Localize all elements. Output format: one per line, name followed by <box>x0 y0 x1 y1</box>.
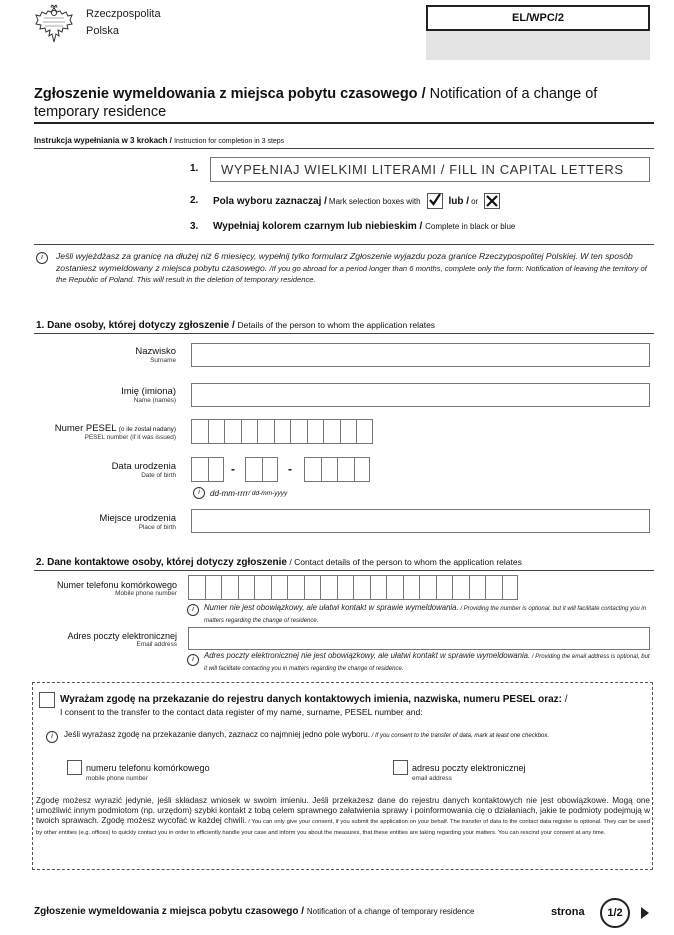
instructions-rule <box>34 148 654 149</box>
step1-number: 1. <box>190 163 199 174</box>
phone-label-en: Mobile phone number <box>115 590 177 597</box>
info-icon: i <box>193 487 205 499</box>
page-title-en: Notification of a change of temporary residence <box>34 86 598 120</box>
consent-phone-en: mobile phone number <box>86 775 148 782</box>
title-rule <box>34 122 654 124</box>
surname-input[interactable] <box>191 343 650 367</box>
step2-line <box>213 193 500 209</box>
step1-text: WYPEŁNIAJ WIELKIMI LITERAMI / FILL IN CAPITAL LETTERS <box>221 162 624 177</box>
dob-format-en: / dd-mm-yyyy <box>248 489 288 497</box>
consent-info-pl: Jeśli wyrażasz zgodę na przekazanie danych, zaznacz co najmniej jedno pole wyboru. <box>64 730 370 739</box>
phone-input[interactable] <box>188 575 518 600</box>
step2-en: Mark selection boxes with <box>328 196 421 206</box>
dob-label <box>6 461 176 479</box>
email-note-pl: Adres poczty elektronicznej nie jest obowiązkowy, ale ułatwi kontakt w sprawie wymeldowania. <box>204 651 531 660</box>
instructions-heading-en: Instruction for completion in 3 steps <box>174 138 285 145</box>
surname-label-pl: Nazwisko <box>135 346 176 357</box>
dob-month-input[interactable] <box>245 457 278 482</box>
section1-title <box>36 320 435 331</box>
form-code: EL/WPC/2 <box>512 12 564 24</box>
consent-phone-pl: numeru telefonu komórkowego <box>86 763 210 773</box>
section2-rule <box>34 570 654 571</box>
phone-note-en: / Providing the number is optional, but it will facilitate contacting you in matters regarding the change of residence. <box>204 606 647 624</box>
consent-body-en: / You can only give your consent, if you submit the application on your behalf. The transfer of data to the contact data register is optional. They can be used by other entities (e.g. offices) to quickly contact you in order to efficiently handle your case and inform you about the measures, that these entities are taking regarding your matters. You can rescind your consent at any time. <box>36 819 650 836</box>
consent-email-en: email address <box>412 775 452 782</box>
consent-info <box>64 730 644 742</box>
eagle-emblem <box>34 4 74 46</box>
checkmark-icon <box>427 193 443 209</box>
footer-title-en: Notification of a change of temporary residence <box>306 907 475 916</box>
info-icon: i <box>187 604 199 616</box>
names-input[interactable] <box>191 383 650 407</box>
phone-note <box>204 603 650 626</box>
consent-email-checkbox[interactable] <box>393 760 408 775</box>
instructions-heading-pl: Instrukcja wypełniania w 3 krokach / <box>34 136 175 145</box>
consent-checkbox[interactable] <box>39 692 55 708</box>
consent-title-pl: Wyrażam zgodę na przekazanie do rejestru danych kontaktowych imienia, nazwiska, numeru PESEL oraz: <box>60 694 563 705</box>
consent-title-pl-line <box>60 693 640 706</box>
pob-label-en: Place of birth <box>138 524 176 531</box>
step1-example-box <box>210 157 650 182</box>
section1-title-en: Details of the person to whom the application relates <box>237 320 436 330</box>
dob-dash-1: - <box>231 462 235 476</box>
dob-day-input[interactable] <box>191 457 224 482</box>
dob-label-pl: Data urodzenia <box>111 461 176 472</box>
cross-mark-icon <box>484 193 500 209</box>
consent-phone-option <box>86 763 210 782</box>
section1-rule <box>34 333 654 334</box>
step2-number: 2. <box>190 195 199 206</box>
names-label-en: Name (names) <box>133 397 176 404</box>
email-note-en: / Providing the email address is optional, but it will facilitate contacting you in matters regarding the change of residence. <box>204 654 650 672</box>
pesel-label-en: PESEL number (if it was issued) <box>84 434 176 441</box>
footer-title-pl: Zgłoszenie wymeldowania z miejsca pobytu czasowego / <box>34 906 307 917</box>
section2-title-pl: 2. Dane kontaktowe osoby, której dotyczy zgłoszenie <box>36 557 287 568</box>
step3-number: 3. <box>190 221 199 232</box>
consent-info-en: / If you consent to the transfer of data, mark at least one checkbox. <box>369 733 550 739</box>
phone-label <box>6 580 177 597</box>
section2-title-en: / Contact details of the person to whom the application relates <box>287 557 522 567</box>
consent-title <box>60 693 640 719</box>
section1-title-pl: 1. Dane osoby, której dotyczy zgłoszenie / <box>36 320 238 331</box>
consent-title-en: I consent to the transfer to the contact data register of my name, surname, PESEL number and: <box>60 707 423 717</box>
consent-body-pl: Zgodę możesz wyrazić jedynie, jeśli składasz wniosek w swoim imieniu. Jeśli przekażesz dane do rejestru danych kontaktowych nie jest obowiązkowe. Mogą one umożliwić innym podmiotom (np. urzędom) szybki kontakt z tobą celem sprawnego załatwienia sprawy i poinformowania cię o działaniach, jakie te podmioty podejmują w twoich sprawach. Zgodę możesz wycofać w każdej chwili. <box>36 796 650 826</box>
pesel-label-pl-note: (o ile został nadany) <box>118 426 176 433</box>
country-name <box>86 6 161 40</box>
info-icon: i <box>46 731 58 743</box>
step3-en: Complete in black or blue <box>425 222 516 231</box>
email-label <box>6 631 177 648</box>
dob-label-en: Date of birth <box>141 472 176 479</box>
page-title-pl: Zgłoszenie wymeldowania z miejsca pobytu czasowego / <box>34 86 430 102</box>
page-number: 1/2 <box>607 907 623 919</box>
step3-line <box>213 221 515 232</box>
country-line2: Polska <box>86 25 120 37</box>
footer-title <box>34 906 534 918</box>
step2-or-pl: lub / <box>448 195 470 207</box>
phone-note-pl: Numer nie jest obowiązkowy, ale ułatwi kontakt w sprawie wymeldowania. <box>204 603 459 612</box>
step2-pl: Pola wyboru zaznaczaj / <box>213 195 327 207</box>
next-page-arrow-icon[interactable] <box>641 907 649 919</box>
page-number-badge <box>600 898 630 928</box>
pob-label-pl: Miejsce urodzenia <box>99 513 176 524</box>
dob-format-pl: dd-mm-rrrr <box>210 488 249 498</box>
surname-label-en: Surname <box>150 357 176 364</box>
dob-dash-2: - <box>288 462 292 476</box>
office-stamp-area <box>426 31 650 60</box>
surname-label <box>6 346 176 364</box>
page-title <box>34 85 644 121</box>
dob-year-input[interactable] <box>304 457 370 482</box>
names-label <box>6 386 176 404</box>
email-label-pl: Adres poczty elektronicznej <box>67 631 177 641</box>
country-line1: Rzeczpospolita <box>86 8 161 20</box>
consent-title-sep: / <box>562 694 568 705</box>
consent-email-pl: adresu poczty elektronicznej <box>412 763 526 773</box>
dob-format-hint <box>193 487 287 499</box>
step2-or-en: or <box>471 196 479 206</box>
pesel-label <box>6 423 176 441</box>
instructions-heading <box>34 136 284 145</box>
notice-en: /If you go abroad for a period longer than 6 months, complete only the form: Notification of leaving the territory of the Republic of Poland. This will result in the deletion of temporary residence. <box>56 263 647 284</box>
email-label-en: Email address <box>136 641 177 648</box>
pob-input[interactable] <box>191 509 650 533</box>
section2-title <box>36 557 522 568</box>
notice-text <box>56 251 652 286</box>
steps-rule <box>34 244 654 245</box>
pesel-label-pl-line <box>6 423 176 434</box>
info-icon: i <box>187 654 199 666</box>
notice-pl: Jeśli wyjeżdżasz za granicę na dłużej niż 6 miesięcy, wypełnij tylko formularz Zgłoszenie wyjazdu poza granice Rzeczypospolitej Polskiej. W ten sposób zostaniesz wymeldowany z miejsca pobytu czasowego. <box>56 251 633 273</box>
step3-pl: Wypełniaj kolorem czarnym lub niebieskim / <box>213 221 426 232</box>
consent-body <box>36 796 650 837</box>
form-code-box <box>426 5 650 31</box>
pesel-label-pl: Numer PESEL <box>54 423 117 434</box>
email-note <box>204 651 650 674</box>
info-icon: i <box>36 252 48 264</box>
consent-email-option <box>412 763 526 782</box>
pesel-input[interactable] <box>191 419 373 444</box>
email-input[interactable] <box>188 627 650 650</box>
pob-label <box>6 513 176 531</box>
names-label-pl: Imię (imiona) <box>121 386 176 397</box>
consent-phone-checkbox[interactable] <box>67 760 82 775</box>
page-label: strona <box>551 906 585 918</box>
phone-label-pl: Numer telefonu komórkowego <box>56 580 177 590</box>
